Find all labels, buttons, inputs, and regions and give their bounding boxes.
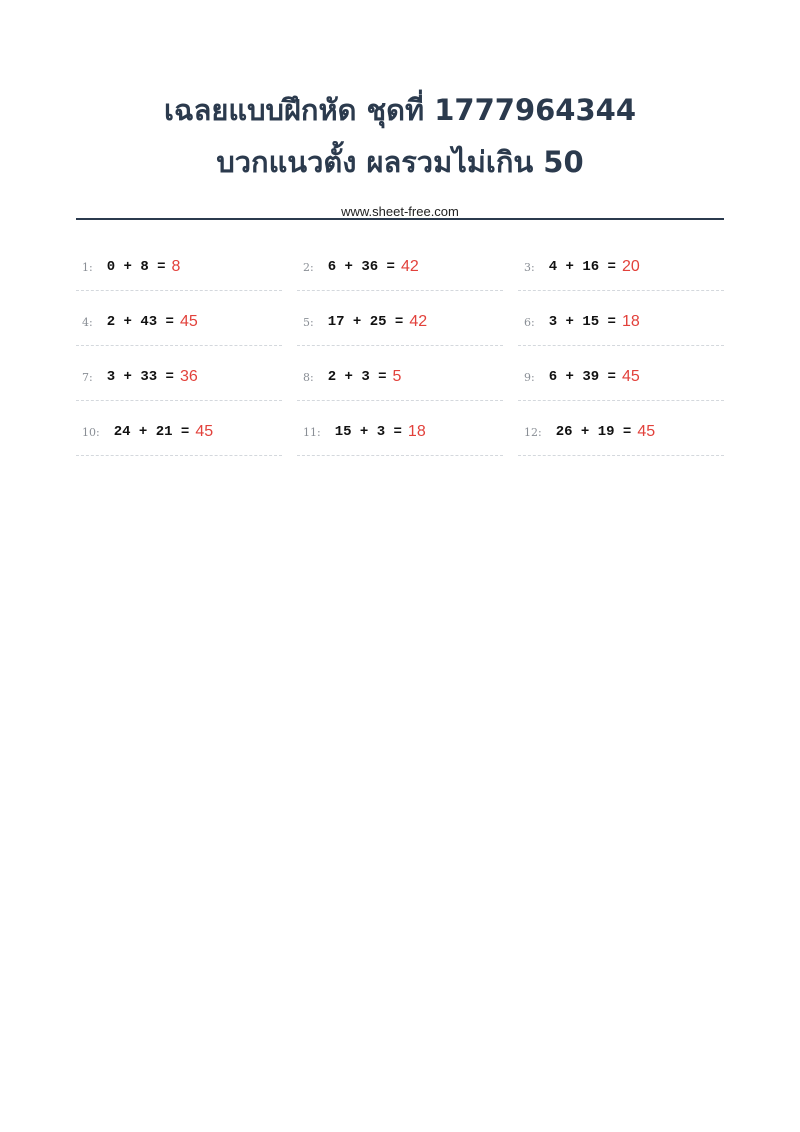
problem-number: 1: — [82, 260, 93, 274]
problem-item — [76, 244, 282, 291]
problem-item — [518, 409, 724, 456]
problem-answer: 18 — [621, 313, 640, 330]
problem-number: 6: — [524, 315, 535, 329]
problem-expression: 3 + 33 = — [106, 369, 174, 385]
problem-expression: 2 + 3 = — [327, 369, 387, 385]
problem-number: 2: — [303, 260, 314, 274]
problem-number: 5: — [303, 315, 314, 329]
problem-expression: 15 + 3 = — [334, 424, 402, 440]
problem-answer: 45 — [179, 313, 198, 330]
problem-expression: 3 + 15 = — [548, 314, 616, 330]
problem-answer: 36 — [179, 368, 198, 385]
problem-expression: 26 + 19 = — [555, 424, 632, 440]
worksheet-header — [76, 84, 724, 219]
problem-item — [518, 354, 724, 401]
problem-expression: 24 + 21 = — [113, 424, 190, 440]
problem-expression: 17 + 25 = — [327, 314, 404, 330]
problem-answer: 20 — [621, 258, 640, 275]
problem-answer: 5 — [392, 368, 402, 385]
problem-expression: 4 + 16 = — [548, 259, 616, 275]
page-title-line-2: บวกแนวตั้ง ผลรวมไม่เกิน 50 — [216, 145, 584, 179]
problem-expression: 0 + 8 = — [106, 259, 166, 275]
problem-answer: 45 — [637, 423, 656, 440]
problem-number: 10: — [82, 425, 100, 439]
problem-answer: 18 — [407, 423, 426, 440]
problem-expression: 6 + 36 = — [327, 259, 395, 275]
problem-number: 11: — [303, 425, 321, 439]
problem-number: 4: — [82, 315, 93, 329]
problem-item — [297, 354, 503, 401]
problem-answer: 45 — [195, 423, 214, 440]
problem-grid — [76, 244, 724, 456]
problem-answer: 45 — [621, 368, 640, 385]
problem-item — [76, 299, 282, 346]
problem-item — [297, 409, 503, 456]
problem-answer: 42 — [409, 313, 428, 330]
problem-item — [297, 299, 503, 346]
problem-item — [76, 354, 282, 401]
website-label: www.sheet-free.com — [341, 204, 459, 219]
problem-number: 12: — [524, 425, 542, 439]
problem-item — [518, 244, 724, 291]
problem-number: 9: — [524, 370, 535, 384]
problem-expression: 6 + 39 = — [548, 369, 616, 385]
problem-item — [518, 299, 724, 346]
problem-number: 3: — [524, 260, 535, 274]
problem-item — [297, 244, 503, 291]
problem-answer: 8 — [171, 258, 181, 275]
problem-number: 7: — [82, 370, 93, 384]
problem-answer: 42 — [400, 258, 419, 275]
problem-item — [76, 409, 282, 456]
problem-number: 8: — [303, 370, 314, 384]
header-divider — [76, 218, 724, 220]
page-title-line-1: เฉลยแบบฝึกหัด ชุดที่ 1777964344 — [163, 93, 637, 127]
problem-expression: 2 + 43 = — [106, 314, 174, 330]
